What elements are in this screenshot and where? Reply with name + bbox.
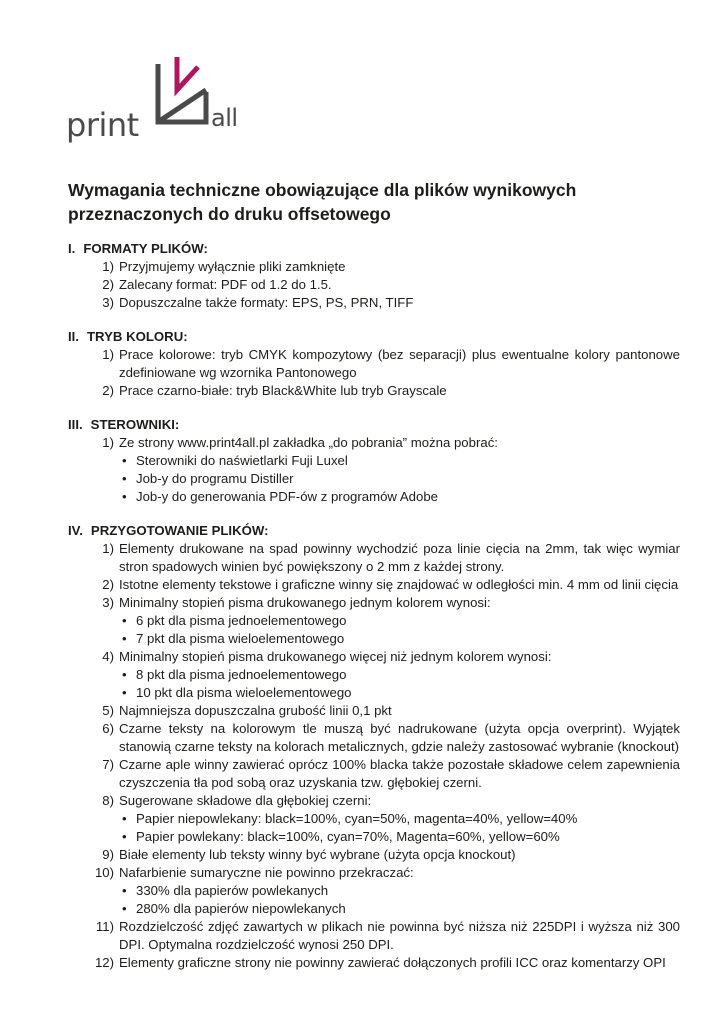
bullet-item [68, 882, 680, 900]
print4all-logo [66, 52, 276, 152]
bullet-text: Sterowniki do naświetlarki Fuji Luxel [136, 453, 348, 468]
section [68, 240, 680, 312]
list-item-number: 11) [95, 919, 114, 934]
bullet-icon: • [122, 829, 127, 844]
list-item [68, 792, 680, 810]
bullet-icon: • [122, 883, 127, 898]
list-item-text: Elementy graficzne strony nie powinny zawierać dołączonych profili ICC oraz komentarzy OPI [119, 955, 666, 970]
bullet-text: 280% dla papierów niepowlekanych [136, 901, 346, 916]
list-item [68, 864, 680, 882]
list-item-text: Rozdzielczość zdjęć zawartych w plikach nie powinna być niższa niż 225DPI i wyższa niż 300 DPI. Optymalna rozdzielczość wynosi 250 DPI. [119, 919, 680, 952]
bullet-icon: • [122, 631, 127, 646]
list-item-text: Minimalny stopień pisma drukowanego więcej niż jednym kolorem wynosi: [119, 649, 552, 664]
section-heading-text: PRZYGOTOWANIE PLIKÓW: [90, 523, 269, 538]
list-item [68, 918, 680, 954]
document-body [68, 240, 680, 988]
bullet-text: 6 pkt dla pisma jednoelementowego [136, 613, 347, 628]
bullet-icon: • [122, 489, 127, 504]
list-item [68, 346, 680, 382]
bullet-item [68, 666, 680, 684]
list-item-text: Sugerowane składowe dla głębokiej czerni: [119, 793, 372, 808]
list-item-number: 2) [102, 277, 114, 292]
section-heading-text: FORMATY PLIKÓW: [83, 241, 208, 256]
list-item [68, 382, 680, 400]
bullet-item [68, 488, 680, 506]
list-item-number: 4) [102, 649, 114, 664]
section [68, 328, 680, 400]
section-heading-text: TRYB KOLORU: [87, 329, 188, 344]
section-heading [68, 328, 680, 346]
bullet-icon: • [122, 811, 127, 826]
list-item [68, 434, 680, 452]
list-item [68, 540, 680, 576]
bullet-text: 10 pkt dla pisma wieloelementowego [136, 685, 352, 700]
list-item-number: 2) [102, 383, 114, 398]
list-item [68, 846, 680, 864]
list-item-text: Zalecany format: PDF od 1.2 do 1.5. [119, 277, 332, 292]
list-item-number: 9) [102, 847, 114, 862]
list-item-number: 8) [102, 793, 114, 808]
bullet-text: Job-y do programu Distiller [136, 471, 294, 486]
bullet-item [68, 684, 680, 702]
list-item-text: Minimalny stopień pisma drukowanego jednym kolorem wynosi: [119, 595, 491, 610]
document-title [68, 178, 678, 226]
list-item-number: 3) [102, 295, 114, 310]
bullet-text: Papier powlekany: black=100%, cyan=70%, Magenta=60%, yellow=60% [136, 829, 560, 844]
list-item [68, 294, 680, 312]
bullet-item [68, 828, 680, 846]
section-number: IV. [68, 523, 83, 538]
bullet-icon: • [122, 685, 127, 700]
list-item-number: 1) [102, 541, 114, 556]
list-item [68, 276, 680, 294]
list-item-text: Czarne aple winny zawierać oprócz 100% blacka także pozostałe składowe celem zapewnienia czyszczenia tła pod sobą oraz uzyskania tzw. głębokiej czerni. [119, 757, 680, 790]
bullet-text: Papier niepowlekany: black=100%, cyan=50%, magenta=40%, yellow=40% [136, 811, 578, 826]
bullet-icon: • [122, 667, 127, 682]
list-item-text: Ze strony www.print4all.pl zakładka „do pobrania” można pobrać: [119, 435, 498, 450]
section-heading [68, 240, 680, 258]
bullet-text: Job-y do generowania PDF-ów z programów Adobe [136, 489, 439, 504]
list-item-number: 10) [94, 865, 114, 880]
bullet-item [68, 470, 680, 488]
title-line-2: przeznaczonych do druku offsetowego [68, 204, 391, 224]
section [68, 416, 680, 506]
list-item-number: 3) [102, 595, 114, 610]
list-item [68, 756, 680, 792]
list-item [68, 258, 680, 276]
list-item-text: Nafarbienie sumaryczne nie powinno przekraczać: [119, 865, 414, 880]
list-item-text: Dopuszczalne także formaty: EPS, PS, PRN, TIFF [119, 295, 414, 310]
section-heading [68, 416, 680, 434]
list-item-text: Przyjmujemy wyłącznie pliki zamknięte [119, 259, 346, 274]
list-item [68, 648, 680, 666]
logo-text-all: all [211, 104, 238, 132]
list-item-number: 12) [94, 955, 114, 970]
bullet-text: 7 pkt dla pisma wieloelementowego [136, 631, 345, 646]
list-item-text: Białe elementy lub teksty winny być wybrane (użyta opcja knockout) [119, 847, 516, 862]
bullet-item [68, 810, 680, 828]
list-item-text: Elementy drukowane na spad powinny wychodzić poza linie cięcia na 2mm, tak więc wymiar stron spadowych winien być powiększony o 2 mm z każdej strony. [119, 541, 680, 574]
list-item-number: 5) [102, 703, 114, 718]
bullet-item [68, 452, 680, 470]
section-heading-text: STEROWNIKI: [90, 417, 180, 432]
list-item [68, 954, 680, 972]
list-item-text: Najmniejsza dopuszczalna grubość linii 0,1 pkt [119, 703, 392, 718]
list-item [68, 576, 680, 594]
bullet-text: 8 pkt dla pisma jednoelementowego [136, 667, 347, 682]
list-item-number: 1) [102, 259, 114, 274]
bullet-icon: • [122, 613, 127, 628]
section-heading [68, 522, 680, 540]
list-item-number: 6) [102, 721, 114, 736]
logo-text-print: print [66, 106, 139, 144]
bullet-item [68, 900, 680, 918]
list-item-number: 2) [102, 577, 114, 592]
list-item-number: 1) [102, 435, 114, 450]
section-number: II. [68, 329, 79, 344]
bullet-item [68, 630, 680, 648]
list-item [68, 594, 680, 612]
bullet-item [68, 612, 680, 630]
section [68, 522, 680, 972]
list-item-text: Prace kolorowe: tryb CMYK kompozytowy (bez separacji) plus ewentualne kolory pantonowe zdefiniowane wg wzornika Pantonowego [119, 347, 680, 380]
list-item-text: Czarne teksty na kolorowym tle muszą być nadrukowane (użyta opcja overprint). Wyjątek stanowią czarne teksty na kolorach metalicznych, gdzie należy zastosować wybranie (knockout) [119, 721, 680, 754]
list-item-text: Prace czarno-białe: tryb Black&White lub tryb Grayscale [119, 383, 447, 398]
list-item-text: Istotne elementy tekstowe i graficzne winny się znajdować w odległości min. 4 mm od linii cięcia [119, 577, 679, 592]
bullet-icon: • [122, 453, 127, 468]
list-item-number: 7) [102, 757, 114, 772]
bullet-icon: • [122, 901, 127, 916]
list-item [68, 720, 680, 756]
bullet-icon: • [122, 471, 127, 486]
list-item [68, 702, 680, 720]
title-line-1: Wymagania techniczne obowiązujące dla plików wynikowych [68, 180, 577, 200]
bullet-text: 330% dla papierów powlekanych [136, 883, 329, 898]
list-item-number: 1) [102, 347, 114, 362]
section-number: III. [68, 417, 83, 432]
section-number: I. [68, 241, 76, 256]
